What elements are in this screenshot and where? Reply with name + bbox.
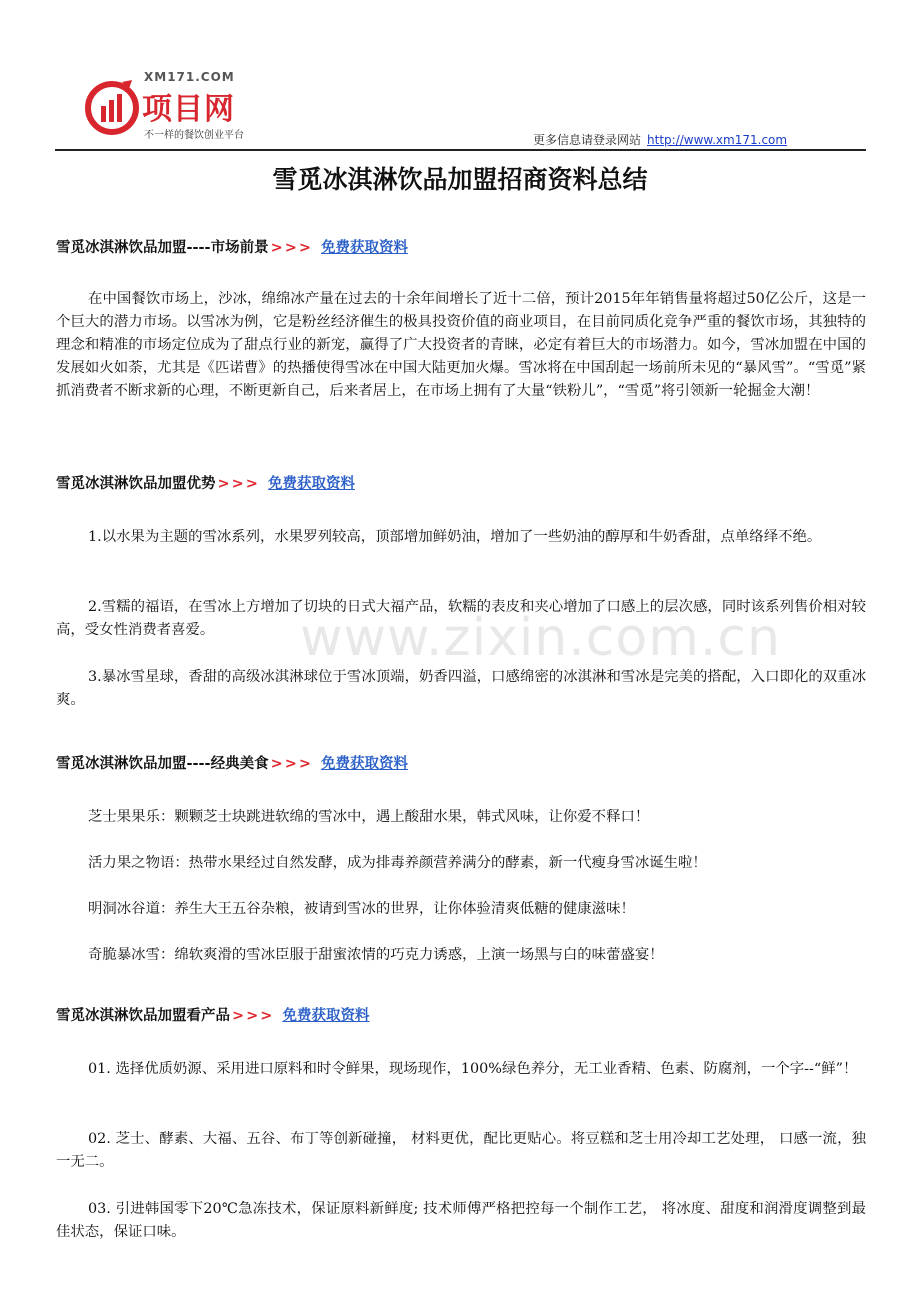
section-heading-text: 雪觅冰淇淋饮品加盟优势 (56, 476, 216, 492)
arrows-icon: >>> (270, 756, 314, 772)
paragraph: 奇脆暴冰雪：绵软爽滑的雪冰臣服于甜蜜浓情的巧克力诱惑，上演一场黑与白的味蕾盛宴！ (88, 947, 664, 963)
page-title: 雪觅冰淇淋饮品加盟招商资料总结 (272, 165, 648, 194)
paragraph: 活力果之物语：热带水果经过自然发酵，成为排毒养颜营养满分的酵素，新一代瘦身雪冰诞生啦！ (88, 855, 707, 871)
paragraph: 02. 芝士、酵素、大福、五谷、布丁等创新碰撞， 材料更优，配比更贴心。将豆糕和芝士用冷却工艺处理， 口感一流，独一无二。 (56, 1131, 866, 1170)
header-info-text: 更多信息请登录网站 (533, 133, 642, 147)
logo-name: 项目网 (142, 92, 235, 127)
free-info-link[interactable]: 免费获取资料 (267, 476, 355, 492)
section-heading-classic-food (56, 752, 408, 773)
header-divider (55, 149, 866, 151)
paragraph: 芝士果果乐：颗颗芝士块跳进软绵的雪冰中，遇上酸甜水果，韩式风味，让你爱不释口！ (88, 809, 650, 825)
header-info (533, 131, 787, 148)
site-link[interactable]: http://www.xm171.com (647, 133, 788, 147)
paragraph: 03. 引进韩国零下20℃急冻技术，保证原料新鲜度; 技术师傅严格把控每一个制作工艺， 将冰度、甜度和润滑度调整到最佳状态，保证口味。 (56, 1201, 866, 1240)
paragraph: 明洞冰谷道：养生大王五谷杂粮，被请到雪冰的世界，让你体验清爽低糖的健康滋味！ (88, 901, 635, 917)
free-info-link[interactable]: 免费获取资料 (321, 756, 409, 772)
section-heading-text: 雪觅冰淇淋饮品加盟看产品 (56, 1008, 230, 1024)
paragraph: 1.以水果为主题的雪冰系列，水果罗列较高，顶部增加鲜奶油，增加了一些奶油的醇厚和牛奶香甜，点单络绎不绝。 (88, 529, 822, 545)
logo-mark-icon (82, 76, 142, 136)
section-heading-advantage (56, 472, 355, 493)
free-info-link[interactable]: 免费获取资料 (321, 240, 409, 256)
free-info-link[interactable]: 免费获取资料 (282, 1008, 370, 1024)
page-header (0, 0, 920, 152)
arrows-icon: >>> (270, 240, 314, 256)
logo-slogan: 不一样的餐饮创业平台 (144, 130, 244, 141)
logo-domain: XM171.COM (144, 70, 235, 84)
site-logo[interactable] (82, 70, 272, 142)
section-heading-text: 雪觅冰淇淋饮品加盟----市场前景 (56, 240, 269, 256)
paragraph: 01. 选择优质奶源、采用进口原料和时令鲜果，现场现作，100%绿色养分，无工业香精、色素、防腐剂，一个字--“鲜”！ (88, 1061, 858, 1077)
section-heading-text: 雪觅冰淇淋饮品加盟----经典美食 (56, 756, 269, 772)
watermark: www.zixin.com.cn (300, 608, 781, 668)
section-heading-products (56, 1004, 369, 1025)
arrows-icon: >>> (217, 476, 260, 492)
arrows-icon: >>> (232, 1008, 275, 1024)
paragraph: 2.雪糯的福语，在雪冰上方增加了切块的日式大福产品，软糯的表皮和夹心增加了口感上的层次感，同时该系列售价相对较高，受女性消费者喜爱。 (56, 599, 866, 638)
paragraph: 在中国餐饮市场上，沙冰，绵绵冰产量在过去的十余年间增长了近十二倍，预计2015年年销售量将超过50亿公斤，这是一个巨大的潜力市场。以雪冰为例，它是粉丝经济催生的极具投资价值的商业项目，在目前同质化竞争严重的餐饮市场，其独特的理念和精准的市场定位成为了甜点行业的新宠，赢得了广大投资者的青睐，必定有着巨大的市场潜力。如今，雪冰加盟在中国的发展如火如荼，尤其是《匹诺曹》的热播使得雪冰在中国大陆更加火爆。雪冰将在中国刮起一场前所未见的“暴风雪”。“雪觅”紧抓消费者不断求新的心理，不断更新自己，后来者居上，在市场上拥有了大量“铁粉儿”，“雪觅”将引领新一轮掘金大潮！ (56, 291, 866, 399)
paragraph: 3.暴冰雪星球，香甜的高级冰淇淋球位于雪冰顶端，奶香四溢，口感绵密的冰淇淋和雪冰是完美的搭配，入口即化的双重冰爽。 (56, 669, 866, 708)
section-heading-market (56, 236, 408, 257)
